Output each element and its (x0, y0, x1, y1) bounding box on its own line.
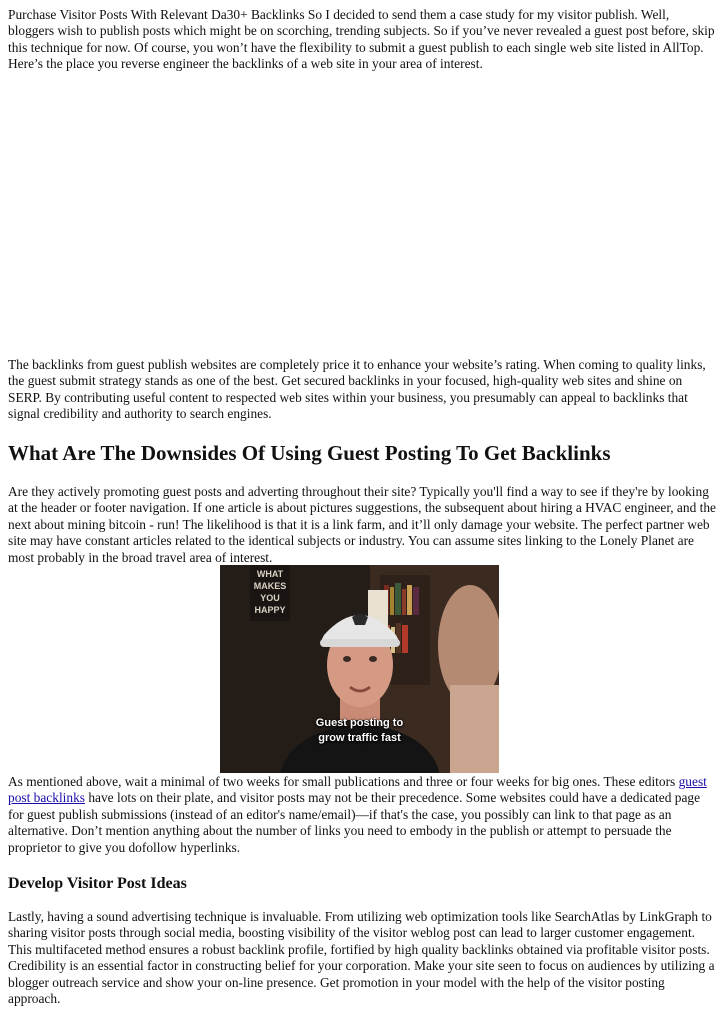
promotion-check-paragraph: Are they actively promoting guest posts and adverting throughout their site? Typically you'll find a way to see if they're by looking at the header or footer navigation. If one article is about pictures suggestions, the subsequent about hiring a HVAC engineer, and the next about mining bitcoin - run! The likelihood is that it is a link farm, and it’ll only damage your website. The perfect partner web site may have constant articles related to the identical subjects or industry. You can assume sites linking to the Lonely Planet are most probably in the broad travel area of interest. (8, 484, 716, 565)
editor-wait-text-before: As mentioned above, wait a minimal of two weeks for small publications and three or four weeks for big ones. These editors (8, 774, 679, 789)
thumbnail-caption-line1: Guest posting to (315, 717, 404, 729)
poster-word-3: YOU (260, 593, 280, 603)
section-heading-ideas: Develop Visitor Post Ideas (8, 875, 187, 892)
poster-word-4: HAPPY (254, 605, 286, 615)
poster (250, 565, 290, 621)
poster-word-2: MAKES (253, 581, 287, 591)
backlinks-value-paragraph: The backlinks from guest publish websites are completely price it to enhance your website’s rating. When coming to quality links, the guest submit strategy stands as one of the best. Get secured backlinks in your focused, high-quality web sites and shine on SERP. By contributing useful content to respected web sites within your business, you presumably can appeal to backlinks that signal credibility and authority to search engines. (8, 357, 706, 422)
guest-post-backlinks-link[interactable]: guest post backlinks (8, 774, 707, 806)
intro-paragraph: Purchase Visitor Posts With Relevant Da30+ Backlinks So I decided to send them a case study for my visitor publish. Well, bloggers wish to publish posts which might be on scorching, trending subjects. So if you’ve never revealed a guest post before, skip this technique for now. Of course, you won’t have the flexibility to submit a guest publish to each single web site listed in AllTop. Here’s the place you reverse engineer the backlinks of a web site in your area of interest. (8, 7, 715, 72)
section-heading-downsides: What Are The Downsides Of Using Guest Posting To Get Backlinks (8, 441, 611, 465)
editor-wait-paragraph (8, 774, 716, 856)
guest-posting-video-thumbnail (220, 565, 499, 773)
thumbnail-caption-line2: grow traffic fast (318, 732, 401, 744)
editor-wait-text-after: have lots on their plate, and visitor posts may not be their precedence. Some websites could have a dedicated page for guest publish submissions (instead of an editor's name/email)—if that's the case, you possibly can link to that page as an alternative. Don’t mention anything about the number of links you need to embody in the publish or attempt to persuade the proprietor to give you dofollow hyperlinks. (8, 790, 701, 855)
marketing-technique-paragraph: Lastly, having a sound advertising technique is invaluable. From utilizing web optimization tools like SearchAtlas by LinkGraph to sharing visitor posts through social media, boosting visibility of the visitor weblog post can lead to larger customer engagement. This multifaceted method ensures a robust backlink profile, fortified by high quality backlinks obtained via profitable visitor posts. Credibility is an essential factor in constructing belief for your corporation. Make your site seen to focus on audiences by utilizing a blogger outreach service and show your on-line presence. Get promotion in your model with the help of the visitor posting approach. (8, 909, 715, 1007)
poster-word-1: WHAT (256, 569, 284, 579)
